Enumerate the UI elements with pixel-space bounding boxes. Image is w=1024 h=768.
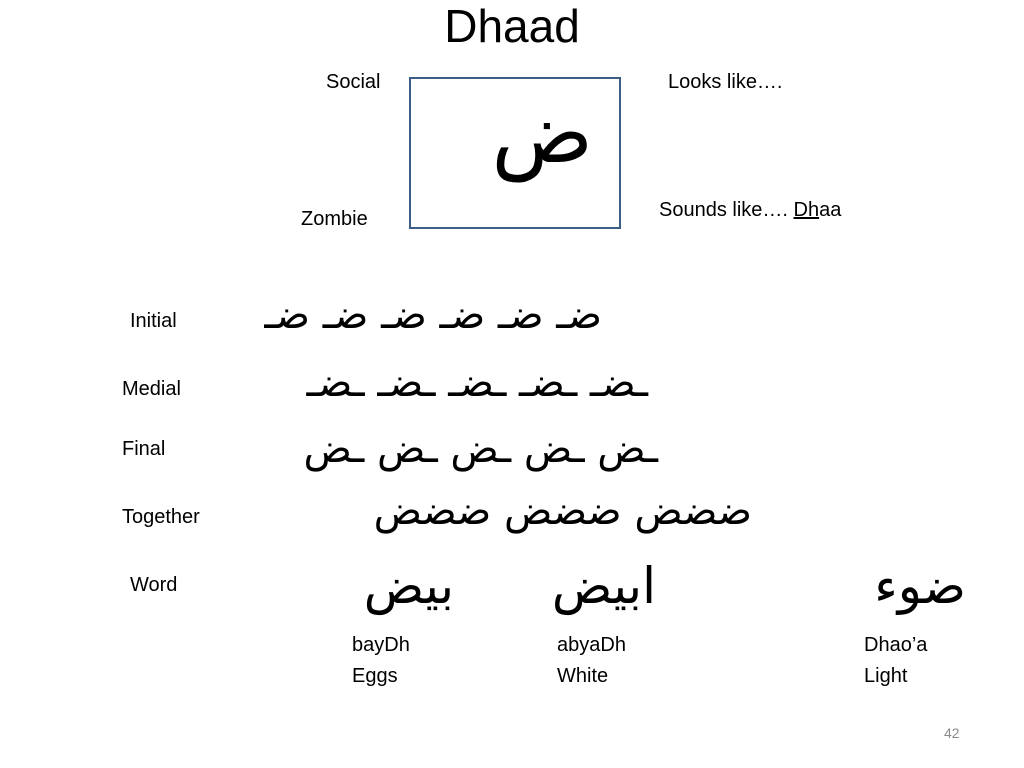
sounds-like-suffix: aa	[819, 199, 842, 221]
sounds-like-label	[659, 198, 841, 222]
looks-like-label: Looks like….	[668, 71, 783, 93]
word-translit-light: Dhao’a	[864, 634, 928, 656]
featured-letter: ض	[491, 84, 593, 182]
sounds-like-underlined: Dh	[793, 199, 820, 221]
word-arabic-eggs: بيض	[363, 557, 454, 615]
word-label: Word	[130, 574, 178, 596]
final-label: Final	[122, 438, 166, 460]
slide-title: Dhaad	[444, 0, 580, 52]
page-number: 42	[944, 725, 960, 741]
word-meaning-white: White	[557, 665, 609, 687]
letter-box	[409, 77, 621, 229]
word-translit-white: abyaDh	[557, 634, 626, 656]
initial-forms: ضـ ضـ ضـ ضـ ضـ ضـ	[264, 292, 602, 338]
together-forms: ضضض ضضض ضضض	[373, 488, 752, 534]
word-meaning-eggs: Eggs	[352, 665, 398, 687]
word-arabic-light: ضوء	[874, 557, 966, 615]
word-translit-eggs: bayDh	[352, 634, 410, 656]
medial-forms: ـضـ ـضـ ـضـ ـضـ ـضـ	[306, 360, 648, 406]
word-meaning-light: Light	[864, 665, 908, 687]
final-forms: ـض ـض ـض ـض ـض	[303, 426, 658, 472]
mnemonic-zombie: Zombie	[301, 208, 368, 230]
mnemonic-social: Social	[326, 71, 381, 93]
together-label: Together	[122, 506, 200, 528]
word-arabic-white: ابيض	[551, 557, 656, 615]
initial-label: Initial	[130, 310, 177, 332]
medial-label: Medial	[122, 378, 181, 400]
sounds-like-prefix: Sounds like….	[659, 199, 794, 221]
